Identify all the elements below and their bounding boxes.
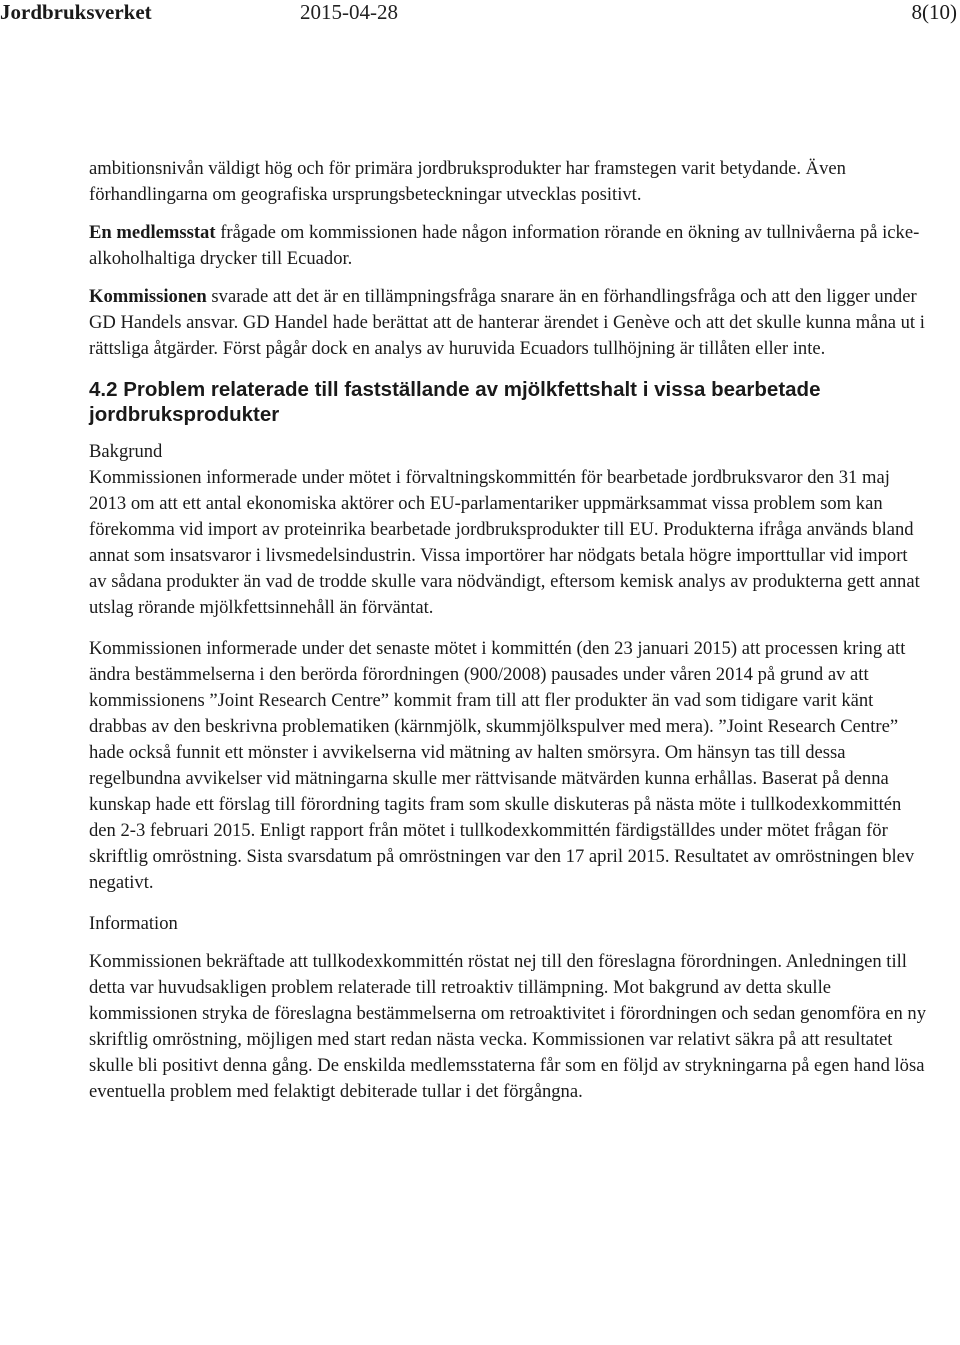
commission-lead: Kommissionen xyxy=(89,286,207,307)
member-state-lead: En medlemsstat xyxy=(89,222,216,243)
commission-text: svarade att det är en tillämpningsfråga snarare än en förhandlingsfråga och att den ligger under GD Handels ansvar. GD Handel hade berättat att de hanterar ärendet i Genève och att det skulle kunna måna ut i rättsliga åtgärder. Först pågår dock en analys av huruvida Ecuadors tullhöjning är tillåten eller inte. xyxy=(89,286,925,359)
organization-name: Jordbruksverket xyxy=(0,0,152,24)
section-heading: 4.2 Problem relaterade till fastställande av mjölkfettshalt i vissa bearbetade jordbruksprodukter xyxy=(89,378,821,426)
page-header xyxy=(0,0,960,24)
document-date: 2015-04-28 xyxy=(300,0,398,24)
subheading-bakgrund: Bakgrund xyxy=(89,441,163,462)
paragraph-ambition: ambitionsnivån väldigt hög och för primära jordbruksprodukter har framstegen varit betydande. Även förhandlingarna om geografiska ursprungsbeteckningar utvecklas positivt. xyxy=(89,158,846,205)
member-state-text: frågade om kommissionen hade någon information rörande en ökning av tullnivåerna på icke-alkoholhaltiga drycker till Ecuador. xyxy=(89,222,920,269)
paragraph-bakgrund-1: Kommissionen informerade under mötet i förvaltningskommittén för bearbetade jordbruksvaror den 31 maj 2013 om att ett antal ekonomiska aktörer och EU-parlamentariker uppmärksammat vissa problem som kan förekomma vid import av proteinrika bearbetade jordbruksprodukter till EU. Produkterna ifråga används bland annat som insatsvaror i livsmedelsindustrin. Vissa importörer har nödgats betala högre importtullar vid import av sådana produkter än vad de trodde skulle vara nödvändigt, eftersom kemisk analys av produkterna gett annat utslag rörande mjölkfettsinnehåll än förväntat. xyxy=(89,467,920,618)
document-body xyxy=(89,156,929,1105)
paragraph-commission-answer xyxy=(89,284,929,362)
subheading-information: Information xyxy=(89,913,178,934)
page-number: 8(10) xyxy=(911,0,957,24)
paragraph-member-state-question xyxy=(89,220,929,272)
paragraph-information: Kommissionen bekräftade att tullkodexkommittén röstat nej till den föreslagna förordningen. Anledningen till detta var huvudsakligen problem relaterade till retroaktiv tillämpning. Mot bakgrund av detta skulle kommissionen stryka de föreslagna bestämmelserna om retroaktivitet i förordningen och sedan genomföra en ny skriftlig omröstning, möjligen med start redan nästa vecka. Kommissionen var relativt säkra på att resultatet skulle bli positivt denna gång. De enskilda medlemsstaterna får som en följd av strykningarna på egen hand lösa eventuella problem med felaktigt debiterade tullar i det förgångna. xyxy=(89,951,926,1102)
paragraph-bakgrund-2: Kommissionen informerade under det senaste mötet i kommittén (den 23 januari 2015) att processen kring att ändra bestämmelserna i den berörda förordningen (900/2008) pausades under våren 2014 på grund av att kommissionens ”Joint Research Centre” kommit fram till att fler produkter än vad som tidigare varit känt drabbas av den beskrivna problematiken (kärnmjölk, skummjölkspulver med mera). ”Joint Research Centre” hade också funnit ett mönster i avvikelserna vid mätning av halten smörsyra. Om hänsyn tas till dessa regelbundna avvikelser vid mätningarna skulle mer rättvisande mätvärden kunna erhållas. Baserat på denna kunskap hade ett förslag till förordning tagits fram som skulle diskuteras på nästa möte i tullkodexkommittén den 2-3 februari 2015. Enligt rapport från mötet i tullkodexkommittén färdigställdes under mötet frågan för skriftlig omröstning. Sista svarsdatum på omröstningen var den 17 april 2015. Resultatet av omröstningen blev negativt. xyxy=(89,638,915,893)
